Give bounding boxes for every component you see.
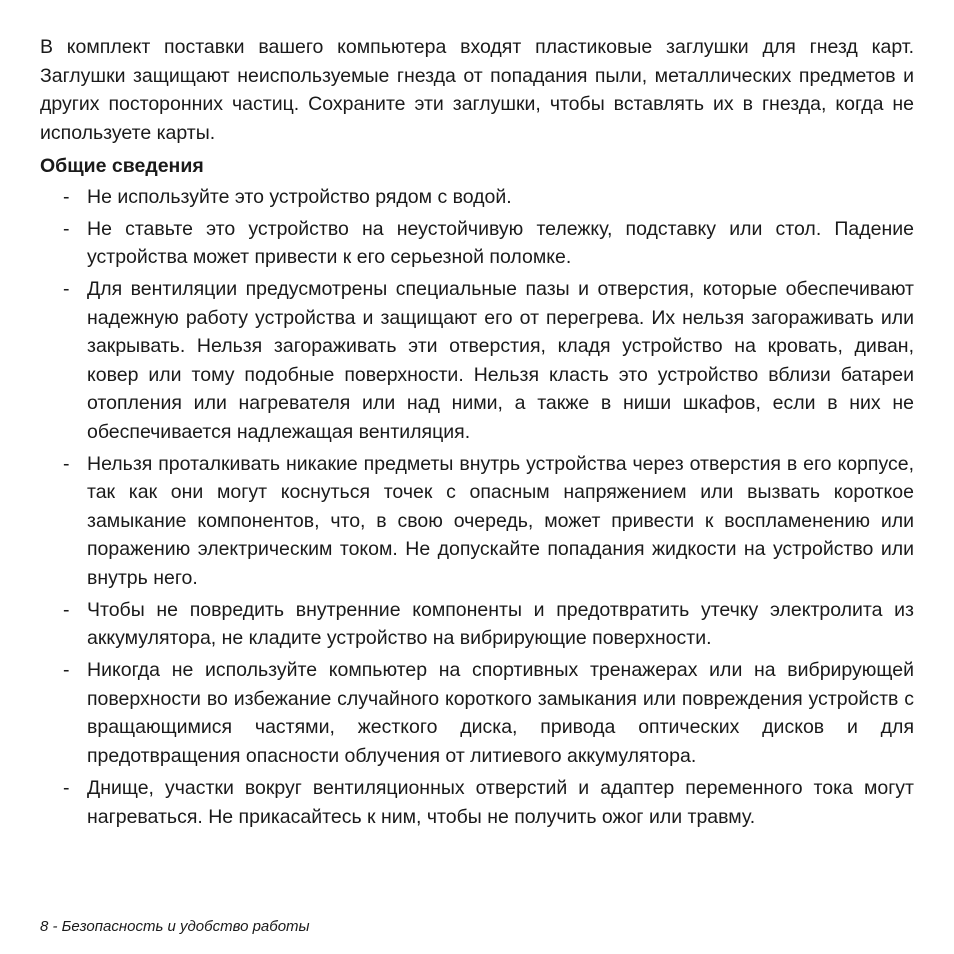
list-item-text: Нельзя проталкивать никакие предметы внутрь устройства через отверстия в его корпусе, так как они могут коснуться точек с опасным напряжением или вызвать короткое замыкание компонентов, что, в свою очередь, может привести к воспламенению или поражению электрическим током. Не допускайте попадания жидкости на устройство или внутрь него.	[87, 452, 914, 589]
list-item	[40, 275, 914, 446]
list-item	[40, 656, 914, 770]
list-item	[40, 183, 914, 212]
page-footer: 8 - Безопасность и удобство работы	[40, 918, 310, 935]
intro-paragraph: В комплект поставки вашего компьютера входят пластиковые заглушки для гнезд карт. Заглушки защищают неиспользуемые гнезда от попадания пыли, металлических предметов и других посторонних частиц. Сохраните эти заглушки, чтобы вставлять их в гнезда, когда не используете карты.	[40, 36, 914, 144]
bullet-dash: -	[63, 452, 70, 475]
general-info-list	[40, 183, 914, 832]
bullet-dash: -	[63, 598, 70, 621]
bullet-dash: -	[63, 278, 70, 301]
list-item	[40, 596, 914, 653]
list-item-text: Чтобы не повредить внутренние компоненты и предотвратить утечку электролита из аккумулятора, не кладите устройство на вибрирующие поверхности.	[87, 598, 914, 650]
list-item	[40, 774, 914, 831]
section-heading: Общие сведения	[40, 155, 204, 177]
list-item	[40, 215, 914, 272]
list-item-text: Днище, участки вокруг вентиляционных отверстий и адаптер переменного тока могут нагреваться. Не прикасайтесь к ним, чтобы не получить ожог или травму.	[87, 777, 914, 828]
bullet-dash: -	[63, 185, 70, 208]
list-item-text: Для вентиляции предусмотрены специальные пазы и отверстия, которые обеспечивают надежную работу устройства и защищают его от перегрева. Их нельзя загораживать или закрывать. Нельзя загораживать эти отверстия, кладя устройство на кровать, диван, ковер или тому подобные поверхности. Нельзя класть это устройство вблизи батареи отопления или нагревателя или над ними, а также в ниши шкафов, если в них не обеспечивается надлежащая вентиляция.	[87, 278, 914, 443]
bullet-dash: -	[63, 217, 70, 240]
list-item-text: Не используйте это устройство рядом с водой.	[87, 185, 512, 208]
page-content	[40, 33, 914, 835]
bullet-dash: -	[63, 659, 70, 682]
list-item-text: Не ставьте это устройство на неустойчивую тележку, подставку или стол. Падение устройства может привести к его серьезной поломке.	[87, 217, 914, 269]
bullet-dash: -	[63, 777, 70, 800]
list-item-text: Никогда не используйте компьютер на спортивных тренажерах или на вибрирующей поверхности во избежание случайного короткого замыкания или повреждения устройств с вращающимися частями, жесткого диска, привода оптических дисков и для предотвращения опасности облучения от литиевого аккумулятора.	[87, 659, 914, 767]
list-item	[40, 450, 914, 593]
